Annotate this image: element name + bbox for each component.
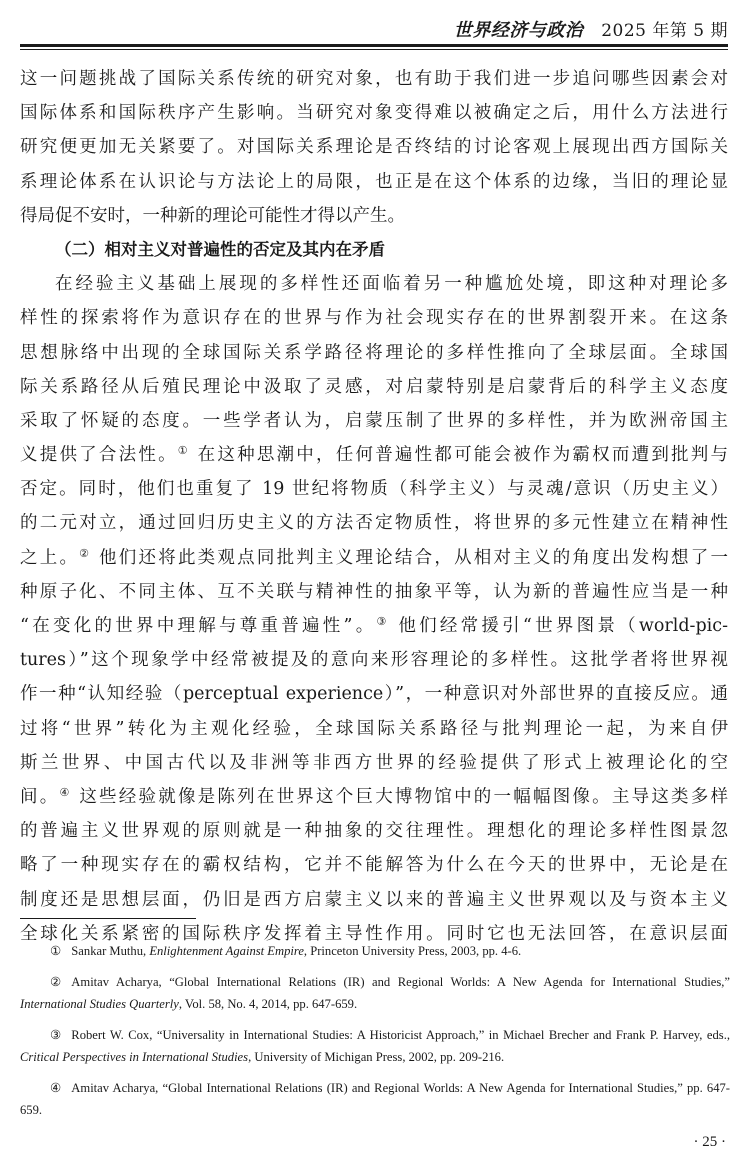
footnote-text: Robert W. Cox, “Universality in International Studies: A Historicist Approach,” in Michael Brecher and Frank P. Harvey, eds., — [71, 1027, 730, 1042]
text-line: 制度还是思想层面，仍旧是西方启蒙主义以来的普遍主义世界观以及与资本主义 — [20, 889, 728, 910]
text-line: 过将“世界”转化为主观化经验，全球国际关系路径与批判理论一起，为来自伊 — [20, 718, 728, 739]
text-segment: 他们经常援引“世界图景（world-pic- — [389, 616, 728, 636]
footnote-number: ② — [50, 974, 62, 989]
footnote-ref[interactable]: ② — [79, 546, 92, 560]
footnote-text: , University of Michigan Press, 2002, pp. 209-216. — [248, 1050, 505, 1064]
text-line — [20, 609, 728, 643]
body-text — [20, 62, 728, 951]
text-line — [20, 541, 728, 575]
text-line: 斯兰世界、中国古代以及非洲等非西方世界的经验提供了形式上被理论化的空 — [20, 752, 728, 773]
text-segment: 他们还将此类观点同批判主义理论结合，从相对主义的角度出发构想了一 — [91, 547, 728, 568]
footnote-ref[interactable]: ④ — [59, 785, 72, 799]
footnote-title: Critical Perspectives in International Studies — [20, 1050, 249, 1064]
text-line: 思想脉络中出现的全球国际关系学路径将理论的多样性推向了全球层面。全球国 — [20, 342, 728, 363]
footnote-title: Enlightenment Against Empire — [149, 944, 304, 958]
footnote-text: , Princeton University Press, 2003, pp. 4-6. — [303, 944, 522, 958]
text-line: 样性的探索将作为意识存在的世界与作为社会现实存在的世界割裂开来。在这条 — [20, 308, 728, 329]
text-line: 国际体系和国际秩序产生影响。当研究对象变得难以被确定之后，用什么方法进行 — [20, 103, 728, 124]
text-line: 全球化关系紧密的国际秩序发挥着主导性作用。同时它也无法回答，在意识层面 — [20, 923, 728, 944]
text-line: 种原子化、不同主体、互不关联与精神性的抽象平等，认为新的普遍性应当是一种 — [20, 581, 728, 602]
text-segment: “在变化的世界中理解与尊重普遍性”。 — [20, 616, 377, 636]
footnote-text: , Vol. 58, No. 4, 2014, pp. 647-659. — [178, 997, 358, 1011]
footnote-text: Sankar Muthu, — [71, 944, 150, 958]
footnote-number: ① — [50, 944, 62, 958]
text-line — [20, 780, 728, 814]
footnote-title: International Studies Quarterly — [20, 997, 179, 1011]
text-line: 得局促不安时，一种新的理论可能性才得以产生。 — [20, 205, 405, 226]
text-line: 这一问题挑战了国际关系传统的研究对象，也有助于我们进一步追问哪些因素会对 — [20, 69, 728, 89]
text-line: 系理论体系在认识论与方法论上的局限，也正是在这个体系的边缘，当旧的理论显 — [20, 171, 728, 192]
text-line: 际关系路径从后殖民理论中汲取了灵感，对启蒙特别是启蒙背后的科学主义态度 — [20, 376, 728, 397]
footnote — [20, 940, 730, 963]
footnote-ref[interactable]: ① — [177, 444, 190, 458]
page-number: · 25 · — [693, 1134, 726, 1150]
section-heading: （二）相对主义对普遍性的否定及其内在矛盾 — [55, 239, 385, 259]
text-segment: 之上。 — [20, 547, 80, 568]
footnotes — [20, 940, 730, 1130]
text-segment: 义提供了合法性。 — [20, 445, 178, 466]
text-line: 作一种“认知经验（perceptual experience）”，一种意识对外部世界的直接反应。通 — [20, 684, 728, 705]
journal-name: 世界经济与政治 — [453, 20, 584, 41]
issue-label: 2025 年第 5 期 — [601, 21, 728, 41]
text-segment: 间。 — [20, 786, 60, 807]
text-line: 在经验主义基础上展现的多样性还面临着另一种尴尬处境，即这种对理论多 — [55, 274, 728, 295]
text-line: 的普遍主义世界观的原则就是一种抽象的交往理性。理想化的理论多样性图景忽 — [20, 821, 728, 842]
text-line: tures）”这个现象学中经常被提及的意向来形容理论的多样性。这批学者将世界视 — [20, 650, 728, 671]
text-line — [20, 438, 728, 472]
footnote-text: Amitav Acharya, “Global International Relations (IR) and Regional Worlds: A New Agenda for International Studies,” — [71, 974, 730, 989]
text-line: 的二元对立，通过回归历史主义的方法否定物质性，将世界的多元性建立在精神性 — [20, 513, 728, 534]
footnote-text: Amitav Acharya, “Global International Relations (IR) and Regional Worlds: A New Agenda for International Studies,” pp. 647-659. — [20, 1080, 730, 1117]
header-rule-thick — [20, 44, 728, 47]
text-segment: 这些经验就像是陈列在世界这个巨大博物馆中的一幅幅图像。主导这类多样 — [71, 786, 728, 807]
footnote — [20, 1077, 730, 1122]
running-header — [20, 14, 728, 46]
text-line: 研究便更加无关紧要了。对国际关系理论是否终结的讨论客观上展现出西方国际关 — [20, 137, 728, 158]
footnote — [20, 1024, 730, 1069]
footnote-separator — [20, 918, 196, 919]
journal-info — [454, 16, 728, 42]
text-line: 略了一种现实存在的霸权结构，它并不能解答为什么在今天的世界中，无论是在 — [20, 855, 728, 876]
text-line: 否定。同时，他们也重复了 19 世纪将物质（科学主义）与灵魂/意识（历史主义） — [20, 479, 728, 500]
footnote-number: ④ — [50, 1080, 62, 1095]
header-rule-thin — [20, 49, 728, 50]
footnote — [20, 971, 730, 1016]
text-segment: 在这种思潮中，任何普遍性都可能会被作为霸权而遭到批判与 — [189, 445, 728, 466]
footnote-number: ③ — [50, 1027, 62, 1042]
footnote-ref[interactable]: ③ — [376, 615, 390, 628]
text-line: 采取了怀疑的态度。一些学者认为，启蒙压制了世界的多样性，并为欧洲帝国主 — [20, 410, 728, 431]
